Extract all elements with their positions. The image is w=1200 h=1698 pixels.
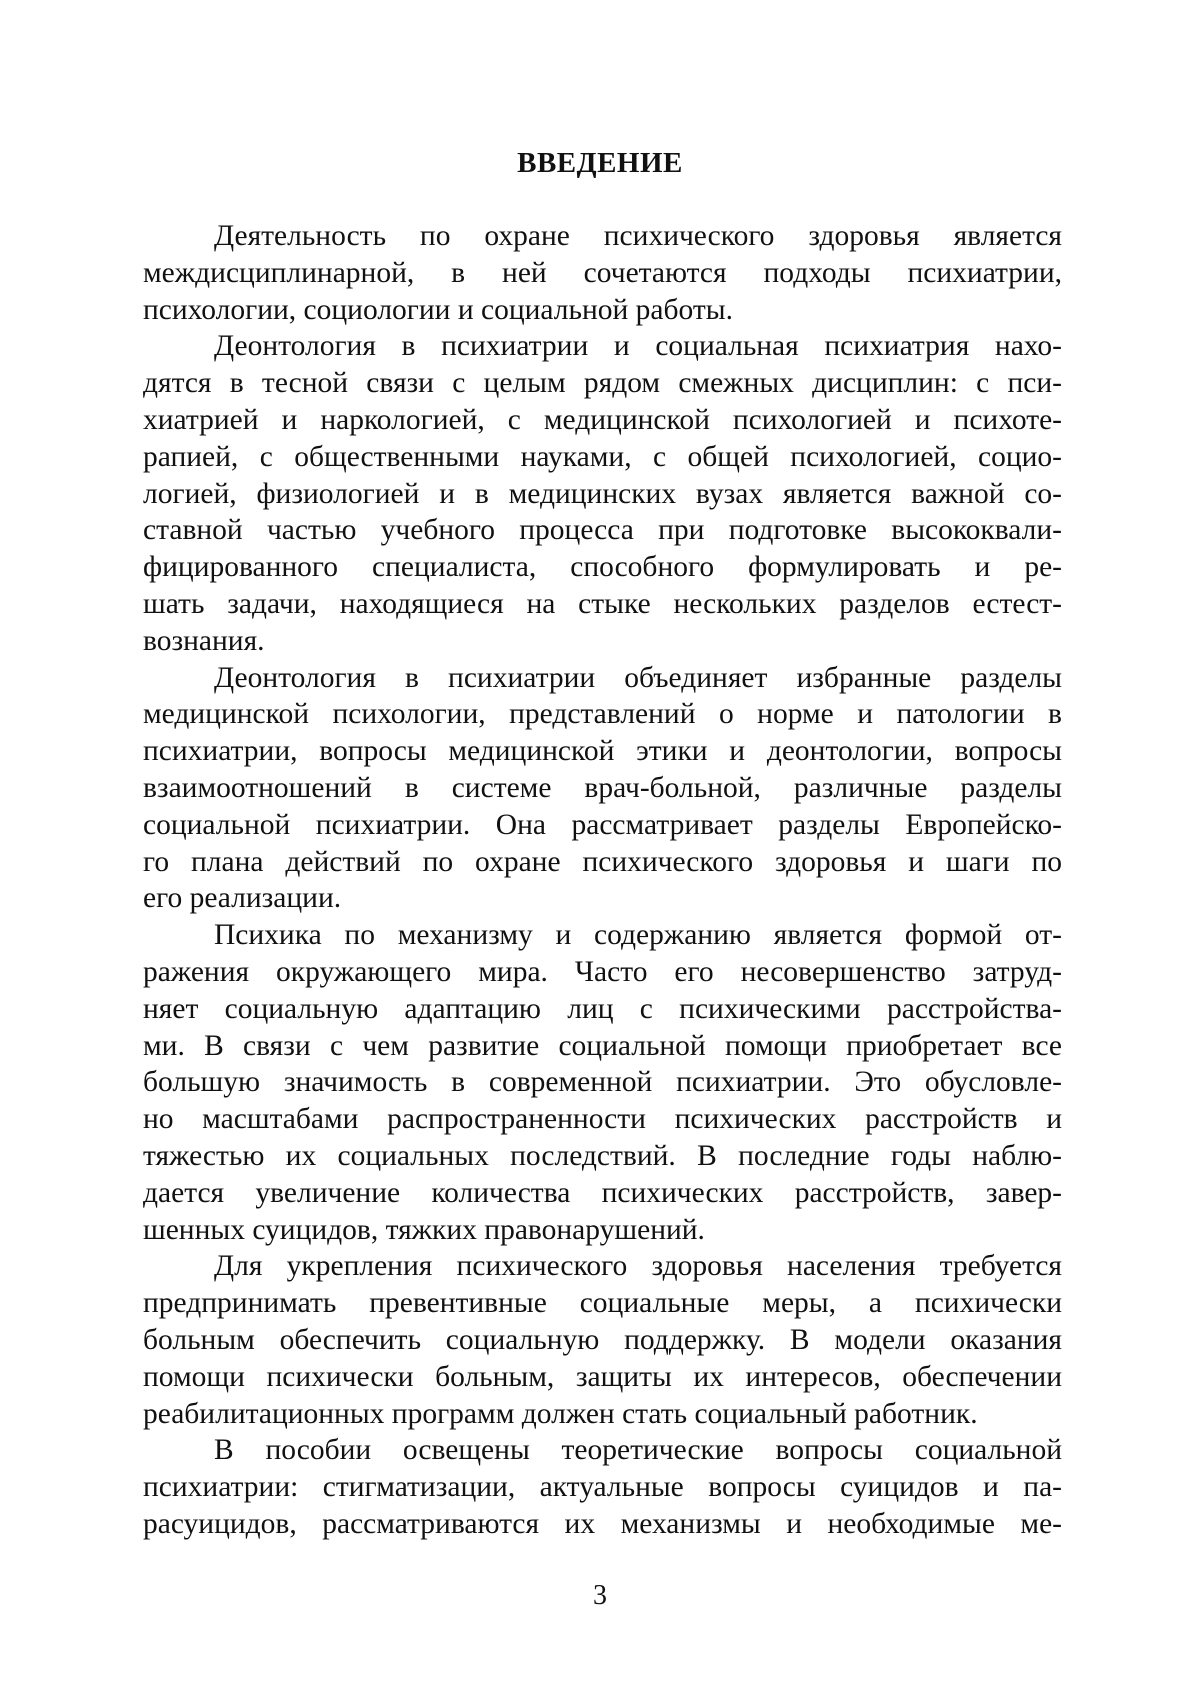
text-line: взаимоотношений в системе врач-больной, различные разделы bbox=[143, 771, 1062, 804]
text-line: психиатрии: стигматизации, актуальные вопросы суицидов и па- bbox=[143, 1471, 1062, 1504]
text-line: дается увеличение количества психических расстройств, завер- bbox=[143, 1176, 1062, 1209]
text-line: больным обеспечить социальную поддержку. В модели оказания bbox=[143, 1323, 1062, 1356]
page-number: 3 bbox=[593, 1580, 607, 1611]
text-line: психиатрии, вопросы медицинской этики и деонтологии, вопросы bbox=[143, 735, 1062, 768]
text-line: логией, физиологией и в медицинских вузах является важной со- bbox=[143, 477, 1062, 510]
text-line: вознания. bbox=[143, 624, 265, 657]
text-line: няет социальную адаптацию лиц с психическими расстройства- bbox=[143, 992, 1062, 1025]
text-line: предпринимать превентивные социальные меры, а психически bbox=[143, 1287, 1062, 1320]
text-line: шенных суицидов, тяжких правонарушений. bbox=[143, 1213, 705, 1246]
text-line: тяжестью их социальных последствий. В последние годы наблю- bbox=[143, 1139, 1062, 1172]
text-line: Деонтология в психиатрии и социальная психиатрия нахо- bbox=[214, 330, 1062, 363]
text-line: психологии, социологии и социальной работы. bbox=[143, 293, 733, 326]
text-line: го плана действий по охране психического здоровья и шаги по bbox=[143, 845, 1062, 878]
text-line: медицинской психологии, представлений о норме и патологии в bbox=[143, 698, 1062, 731]
text-line: большую значимость в современной психиатрии. Это обусловле- bbox=[143, 1066, 1062, 1099]
text-line: шать задачи, находящиеся на стыке нескольких разделов естест- bbox=[143, 587, 1062, 620]
text-line: междисциплинарной, в ней сочетаются подходы психиатрии, bbox=[143, 256, 1062, 289]
text-line: помощи психически больным, защиты их интересов, обеспечении bbox=[143, 1360, 1062, 1393]
text-line: ставной частью учебного процесса при подготовке высококвали- bbox=[143, 514, 1062, 547]
text-line: реабилитационных программ должен стать социальный работник. bbox=[143, 1397, 978, 1430]
text-line: ми. В связи с чем развитие социальной помощи приобретает все bbox=[143, 1029, 1062, 1062]
text-line: Психика по механизму и содержанию является формой от- bbox=[214, 919, 1062, 952]
page-title: ВВЕДЕНИЕ bbox=[517, 147, 683, 179]
text-line: его реализации. bbox=[143, 882, 342, 915]
text-line: социальной психиатрии. Она рассматривает разделы Европейско- bbox=[143, 808, 1062, 841]
body-text bbox=[143, 218, 1062, 1543]
text-line: хиатрией и наркологией, с медицинской психологией и психоте- bbox=[143, 403, 1062, 436]
text-line: Для укрепления психического здоровья населения требуется bbox=[214, 1250, 1062, 1283]
text-line: но масштабами распространенности психических расстройств и bbox=[143, 1103, 1062, 1136]
text-line: расуицидов, рассматриваются их механизмы и необходимые ме- bbox=[143, 1507, 1062, 1540]
text-line: Деятельность по охране психического здоровья является bbox=[214, 220, 1062, 252]
text-line: фицированного специалиста, способного формулировать и ре- bbox=[143, 551, 1062, 584]
text-line: В пособии освещены теоретические вопросы социальной bbox=[214, 1434, 1062, 1467]
text-line: дятся в тесной связи с целым рядом смежных дисциплин: с пси- bbox=[143, 367, 1062, 400]
text-line: рапией, с общественными науками, с общей психологией, социо- bbox=[143, 440, 1062, 473]
text-line: Деонтология в психиатрии объединяет избранные разделы bbox=[214, 661, 1062, 694]
text-line: ражения окружающего мира. Часто его несовершенство затруд- bbox=[143, 955, 1062, 988]
